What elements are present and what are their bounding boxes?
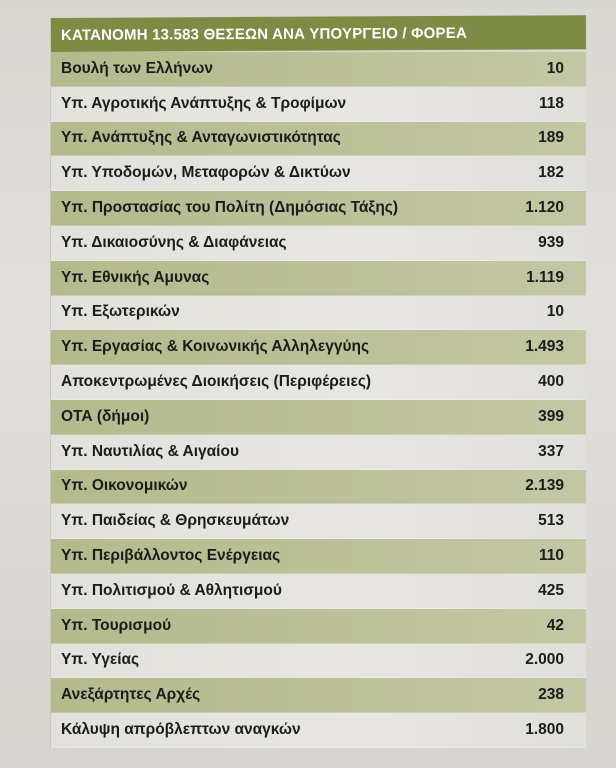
table-row [51, 609, 586, 644]
table-row [51, 87, 586, 122]
ministry-name: Αποκεντρωμένες Διοικήσεις (Περιφέρειες) [61, 373, 372, 391]
ministry-name: Κάλυψη απρόβλεπτων αναγκών [61, 721, 301, 739]
table-row [51, 678, 586, 713]
table-row [51, 226, 586, 261]
positions-count: 1.493 [525, 338, 564, 356]
table-row [51, 191, 586, 226]
ministry-name: Υπ. Ναυτιλίας & Αιγαίου [61, 442, 239, 460]
positions-count: 425 [538, 581, 564, 599]
ministry-name: Υπ. Υγείας [61, 651, 140, 669]
positions-count: 939 [538, 233, 564, 251]
table-row [51, 296, 586, 331]
ministry-name: ΟΤΑ (δήμοι) [61, 407, 150, 425]
positions-count: 238 [538, 686, 564, 704]
ministry-name: Υπ. Δικαιοσύνης & Διαφάνειας [61, 233, 287, 251]
ministry-name: Υπ. Τουρισμού [61, 616, 172, 634]
ministry-name: Υπ. Πολιτισμού & Αθλητισμού [61, 581, 282, 599]
table-row [51, 52, 586, 87]
ministry-name: Υπ. Παιδείας & Θρησκευμάτων [61, 512, 290, 530]
ministry-name: Υπ. Ανάπτυξης & Ανταγωνιστικότητας [61, 129, 341, 147]
table-row [51, 156, 586, 191]
positions-count: 2.000 [525, 651, 564, 669]
ministry-name: Υπ. Περιβάλλοντος Ενέργειας [61, 547, 281, 565]
table-row [51, 122, 586, 157]
positions-count: 400 [538, 373, 564, 391]
positions-count: 118 [538, 94, 564, 112]
ministry-name: Βουλή των Ελλήνων [61, 59, 213, 77]
ministry-name: Υπ. Προστασίας του Πολίτη (Δημόσιας Τάξης) [61, 199, 399, 217]
positions-count: 1.120 [525, 199, 564, 217]
ministry-name: Υπ. Εθνικής Αμυνας [61, 268, 210, 286]
positions-count: 182 [538, 164, 564, 182]
table-title: ΚΑΤΑΝΟΜΗ 13.583 ΘΕΣΕΩΝ ΑΝΑ ΥΠΟΥΡΓΕΙΟ / ΦΟΡΕΑ [51, 15, 586, 52]
positions-count: 1.119 [526, 268, 564, 286]
positions-count: 337 [538, 442, 564, 460]
table-row [51, 400, 586, 435]
ministry-name: Ανεξάρτητες Αρχές [61, 686, 201, 704]
ministry-name: Υπ. Υποδομών, Μεταφορών & Δικτύων [61, 164, 351, 182]
positions-count: 189 [538, 129, 564, 147]
table-row [51, 470, 586, 505]
table-row [51, 644, 586, 679]
positions-count: 110 [538, 547, 564, 565]
ministry-name: Υπ. Εργασίας & Κοινωνικής Αλληλεγγύης [61, 338, 370, 356]
positions-count: 1.800 [525, 721, 564, 739]
table-row [51, 539, 586, 574]
table-row [51, 330, 586, 365]
table-body [51, 52, 586, 748]
positions-count: 2.139 [525, 477, 564, 495]
table-row [51, 435, 586, 470]
table-row [51, 504, 586, 539]
positions-count: 513 [538, 512, 564, 530]
ministry-name: Υπ. Αγροτικής Ανάπτυξης & Τροφίμων [61, 94, 347, 112]
positions-count: 42 [546, 616, 564, 634]
positions-count: 10 [546, 59, 564, 77]
positions-count: 399 [538, 407, 564, 425]
positions-count: 10 [546, 303, 564, 321]
table-row [51, 261, 586, 296]
allocation-table [50, 18, 586, 748]
ministry-name: Υπ. Οικονομικών [61, 477, 188, 495]
ministry-name: Υπ. Εξωτερικών [61, 303, 180, 321]
table-row [51, 365, 586, 400]
table-row [51, 574, 586, 609]
table-row [51, 713, 586, 748]
